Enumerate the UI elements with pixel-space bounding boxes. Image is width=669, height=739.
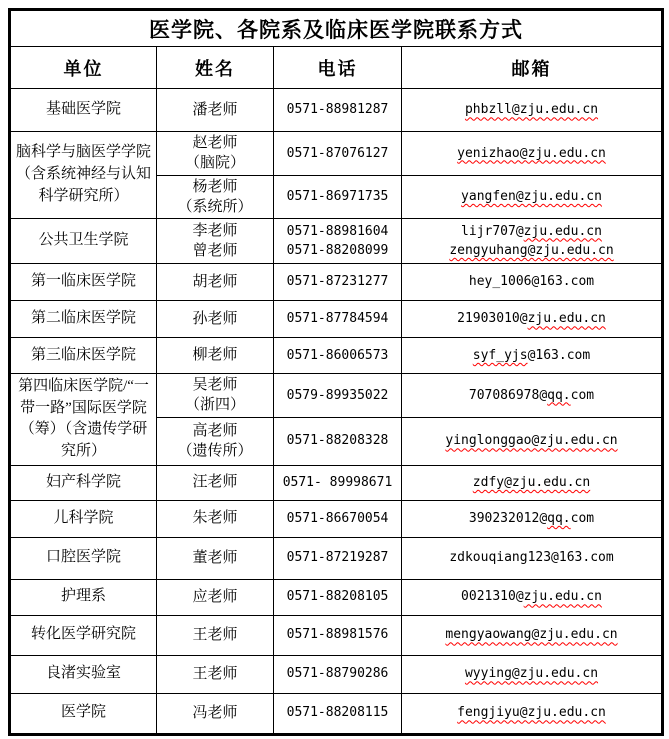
email-segment: com — [570, 510, 595, 526]
cell-line: 0571-87219287 — [286, 550, 389, 566]
email-segment: yinglonggao@zju.edu.cn — [445, 433, 618, 449]
email-cell — [402, 615, 663, 655]
cell-line: 胡老师 — [192, 273, 238, 290]
col-header-phone: 电话 — [274, 47, 402, 89]
email-line — [405, 431, 658, 451]
phone-cell — [274, 338, 402, 374]
cell-line: 冯老师 — [192, 704, 238, 721]
unit-cell: 口腔医学院 — [10, 537, 157, 579]
table-row — [10, 579, 663, 615]
cell-line: 潘老师 — [192, 101, 238, 118]
phone-cell — [274, 537, 402, 579]
cell-line: 0571-88208105 — [286, 589, 389, 605]
phone-cell — [274, 615, 402, 655]
phone-cell — [274, 374, 402, 418]
name-cell — [157, 374, 274, 418]
unit-cell: 第四临床医学院/“一带一路”国际医学院（筹）（含遗传学研究所） — [10, 374, 157, 466]
email-segment: zju.edu.cn — [523, 589, 602, 605]
email-cell — [402, 132, 663, 176]
unit-cell: 妇产科学院 — [10, 465, 157, 500]
cell-line: 0571-88208328 — [286, 433, 389, 449]
table-row — [10, 374, 663, 418]
cell-line: 吴老师 — [192, 377, 238, 393]
email-line — [405, 144, 658, 164]
cell-line: 赵老师 — [192, 135, 238, 151]
email-segment: zju.edu.cn — [523, 223, 602, 239]
name-cell — [157, 89, 274, 132]
cell-line: 柳老师 — [192, 347, 238, 364]
email-segment: 0021310@ — [461, 589, 524, 605]
phone-cell — [274, 417, 402, 465]
cell-line: 0571-88981287 — [286, 102, 389, 118]
title-row — [10, 10, 663, 47]
name-cell — [157, 338, 274, 374]
email-segment: 390232012@ — [468, 510, 548, 526]
email-segment: qq. — [547, 387, 571, 403]
email-cell — [402, 537, 663, 579]
unit-cell: 第二临床医学院 — [10, 301, 157, 338]
email-line — [405, 386, 658, 406]
col-header-email: 邮箱 — [402, 47, 663, 89]
email-cell — [402, 500, 663, 537]
cell-line: 0571-87231277 — [286, 274, 389, 290]
cell-line: 李老师 — [192, 222, 238, 239]
email-segment: fengjiyu@zju.edu.cn — [457, 705, 606, 721]
table-row — [10, 132, 663, 176]
table-body — [10, 89, 663, 735]
email-segment: zengyuhang@zju.edu.cn — [449, 243, 614, 258]
contact-table — [8, 8, 664, 736]
cell-line: 王老师 — [192, 626, 238, 643]
email-segment: phbzll@zju.edu.cn — [464, 102, 599, 118]
phone-cell — [274, 693, 402, 734]
phone-cell — [274, 175, 402, 219]
email-cell — [402, 655, 663, 693]
table-row — [10, 465, 663, 500]
col-header-unit: 单位 — [10, 47, 157, 89]
table-row — [10, 537, 663, 579]
unit-cell: 医学院 — [10, 693, 157, 734]
phone-cell — [274, 264, 402, 301]
cell-line: 0571-86006573 — [286, 347, 389, 363]
unit-cell: 护理系 — [10, 579, 157, 615]
cell-line: 0571-86971735 — [286, 189, 389, 204]
email-segment: zju.edu.cn — [527, 311, 606, 327]
email-cell — [402, 374, 663, 418]
email-segment: yangfen@zju.edu.cn — [461, 189, 602, 204]
cell-line: （遗传所） — [177, 443, 253, 459]
email-segment: qq. — [547, 510, 571, 526]
cell-line: 汪老师 — [192, 474, 238, 491]
email-line — [405, 587, 658, 607]
email-cell — [402, 175, 663, 219]
name-cell — [157, 537, 274, 579]
unit-cell: 公共卫生学院 — [10, 219, 157, 264]
cell-line: 0571-87784594 — [286, 311, 389, 327]
email-segment: zdfy@zju.edu.cn — [472, 474, 591, 490]
cell-line: （脑院） — [184, 155, 245, 172]
email-cell — [402, 219, 663, 264]
cell-line: （系统所） — [177, 198, 253, 215]
name-cell — [157, 175, 274, 219]
unit-cell: 基础医学院 — [10, 89, 157, 132]
email-cell — [402, 417, 663, 465]
email-line — [405, 548, 658, 568]
table-row — [10, 219, 663, 264]
cell-line: （浙四） — [184, 397, 245, 414]
cell-line: 应老师 — [192, 588, 238, 605]
phone-cell — [274, 219, 402, 264]
cell-line: 0571-88790286 — [286, 666, 389, 682]
cell-line: 曾老师 — [192, 243, 238, 259]
table-row — [10, 89, 663, 132]
email-segment: com — [570, 387, 595, 403]
email-segment: hey_1006@163.com — [468, 274, 595, 290]
name-cell — [157, 219, 274, 264]
unit-cell: 儿科学院 — [10, 500, 157, 537]
email-line — [405, 100, 658, 120]
cell-line: 王老师 — [192, 665, 238, 682]
table-row — [10, 500, 663, 537]
email-line — [405, 509, 658, 529]
table-row — [10, 693, 663, 734]
unit-cell: 转化医学研究院 — [10, 615, 157, 655]
phone-cell — [274, 132, 402, 176]
email-segment: mengyaowang@zju.edu.cn — [445, 627, 618, 643]
phone-cell — [274, 301, 402, 338]
unit-cell: 良渚实验室 — [10, 655, 157, 693]
email-line — [405, 473, 658, 493]
email-segment: lijr707@ — [461, 223, 524, 239]
email-line — [405, 309, 658, 329]
table-row — [10, 338, 663, 374]
cell-line: 0571-87076127 — [286, 145, 389, 161]
name-cell — [157, 500, 274, 537]
table-row — [10, 264, 663, 301]
email-line — [405, 664, 658, 684]
email-line — [405, 625, 658, 645]
phone-cell — [274, 500, 402, 537]
cell-line: 高老师 — [192, 422, 238, 439]
phone-cell — [274, 579, 402, 615]
email-line — [405, 703, 658, 723]
table-row — [10, 615, 663, 655]
name-cell — [157, 615, 274, 655]
header-row — [10, 47, 663, 89]
email-line — [405, 241, 658, 261]
email-segment: zdkouqiang123@163.com — [449, 550, 614, 566]
email-segment: 707086978@ — [468, 387, 548, 403]
cell-line: 0571-88208099 — [286, 243, 389, 258]
cell-line: 0579-89935022 — [286, 387, 389, 403]
email-segment: syf_yjs — [472, 347, 528, 363]
cell-line: 0571- 89998671 — [282, 474, 393, 490]
cell-line: 0571-88981576 — [286, 627, 389, 643]
email-segment: wyying@zju.edu.cn — [464, 666, 599, 682]
name-cell — [157, 132, 274, 176]
unit-cell: 脑科学与脑医学学院（含系统神经与认知科学研究所） — [10, 132, 157, 219]
phone-cell — [274, 655, 402, 693]
email-cell — [402, 264, 663, 301]
email-cell — [402, 301, 663, 338]
cell-line: 0571-86670054 — [286, 510, 389, 526]
phone-cell — [274, 465, 402, 500]
table-title: 医学院、各院系及临床医学院联系方式 — [10, 10, 663, 47]
name-cell — [157, 655, 274, 693]
email-line — [405, 222, 658, 242]
cell-line: 朱老师 — [192, 510, 238, 527]
table-row — [10, 301, 663, 338]
email-cell — [402, 465, 663, 500]
cell-line: 孙老师 — [192, 310, 238, 327]
cell-line: 董老师 — [192, 549, 238, 566]
unit-cell: 第一临床医学院 — [10, 264, 157, 301]
email-cell — [402, 693, 663, 734]
email-line — [405, 187, 658, 207]
table-row — [10, 655, 663, 693]
email-cell — [402, 579, 663, 615]
col-header-name: 姓名 — [157, 47, 274, 89]
phone-cell — [274, 89, 402, 132]
cell-line: 0571-88981604 — [286, 223, 389, 239]
email-line — [405, 272, 658, 292]
name-cell — [157, 417, 274, 465]
name-cell — [157, 465, 274, 500]
email-segment: @163.com — [527, 347, 591, 363]
email-cell — [402, 338, 663, 374]
cell-line: 0571-88208115 — [286, 705, 389, 721]
name-cell — [157, 693, 274, 734]
unit-cell: 第三临床医学院 — [10, 338, 157, 374]
cell-line: 杨老师 — [192, 178, 238, 195]
email-segment: 21903010@ — [457, 311, 528, 327]
email-cell — [402, 89, 663, 132]
name-cell — [157, 301, 274, 338]
name-cell — [157, 579, 274, 615]
name-cell — [157, 264, 274, 301]
email-line — [405, 346, 658, 366]
email-segment: yenizhao@zju.edu.cn — [457, 145, 606, 161]
